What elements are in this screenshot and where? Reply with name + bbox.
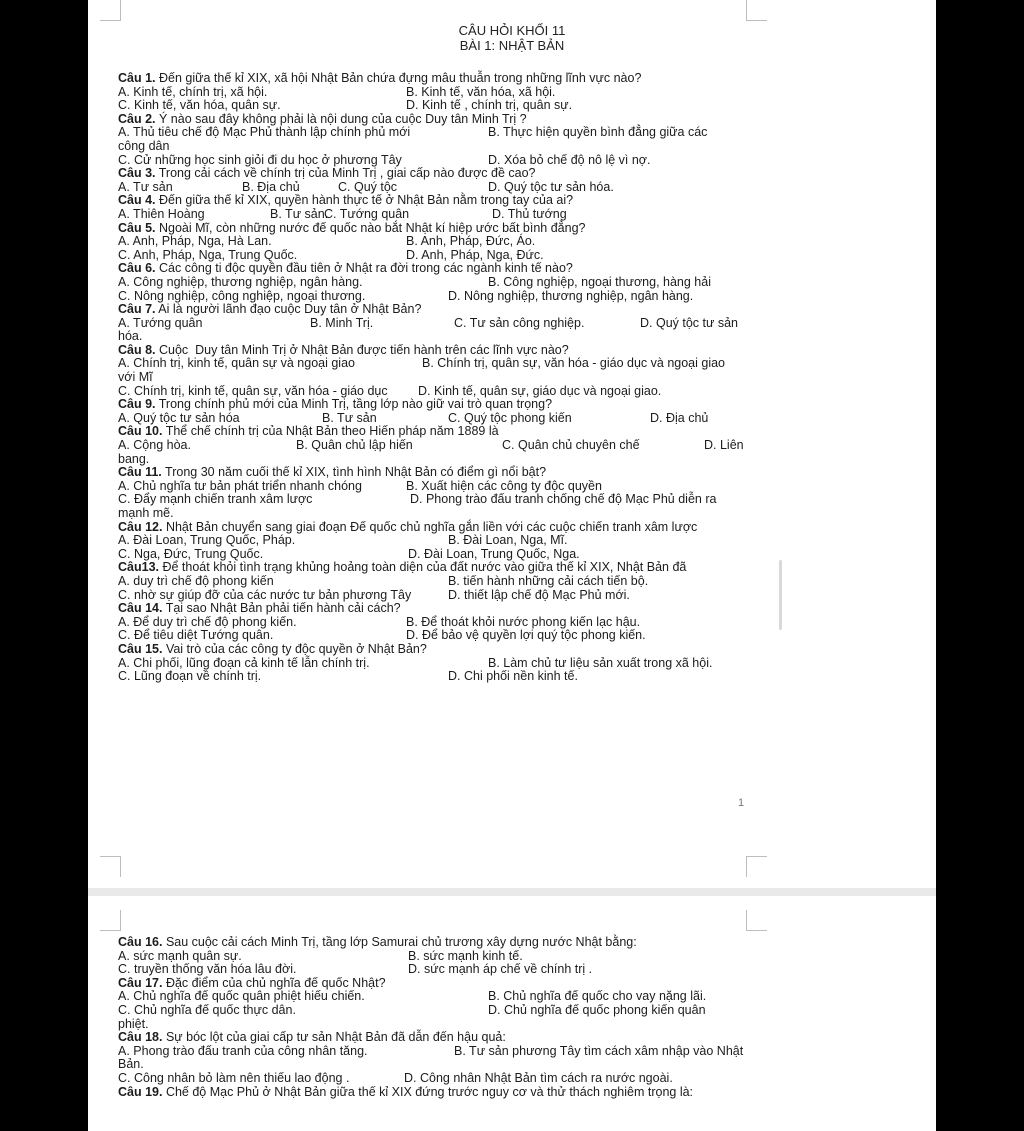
question-line — [118, 167, 748, 181]
question-text: Ai là người lãnh đạo cuộc Duy tân ở Nhật Bản? — [155, 302, 422, 317]
question-number: Câu 11. — [118, 465, 162, 480]
question-number: Câu 2. — [118, 111, 156, 126]
question-text: Sự bóc lột của giai cấp tư sản Nhật Bản đã dẫn đến hậu quả: — [162, 1030, 506, 1045]
answer-options-line — [118, 439, 748, 453]
answer-option: D. thiết lập chế độ Mạc Phủ mới. — [448, 587, 630, 602]
answer-option: C. Cử những học sinh giỏi đi du học ở phương Tây — [118, 152, 402, 167]
answer-option: B. Anh, Pháp, Đức, Áo. — [406, 234, 536, 249]
document-title: CÂU HỎI KHỐI 11 — [458, 23, 566, 38]
question-number: Câu 6. — [118, 261, 156, 276]
answer-options-line — [118, 657, 748, 671]
answer-option: B. Làm chủ tư liệu sản xuất trong xã hội. — [488, 655, 713, 670]
answer-option: D. Liên — [704, 438, 744, 453]
question-number: Câu 5. — [118, 220, 156, 235]
question-line — [118, 936, 748, 950]
answer-option: A. Chủ nghĩa tư bản phát triển nhanh chóng — [118, 478, 362, 493]
answer-option: B. Tư sản — [322, 410, 377, 425]
answer-option: A. Chủ nghĩa đế quốc quân phiệt hiếu chiến. — [118, 989, 365, 1004]
answer-option: A. Để duy trì chế độ phong kiến. — [118, 614, 297, 629]
answer-option: A. duy trì chế độ phong kiến — [118, 573, 274, 588]
answer-option: D. Chủ nghĩa đế quốc phong kiến quân — [488, 1002, 706, 1017]
question-text: Trong 30 năm cuối thế kỉ XIX, tình hình Nhật Bản có điểm gì nổi bật? — [161, 465, 547, 480]
answer-option: D. Đài Loan, Trung Quốc, Nga. — [408, 546, 580, 561]
answer-option: D. Nông nghiệp, thương nghiệp, ngân hàng. — [448, 288, 694, 303]
line-text: hóa. — [118, 329, 143, 344]
question-number: Câu 18. — [118, 1030, 163, 1045]
question-list — [118, 936, 748, 1099]
answer-options-line — [118, 154, 748, 168]
answer-option: D. sức mạnh áp chế về chính trị . — [408, 962, 593, 977]
answer-option: B. Tư sản phương Tây tìm cách xâm nhập vào Nhật — [454, 1043, 744, 1058]
answer-options-line — [118, 534, 748, 548]
answer-option: B. Chủ nghĩa đế quốc cho vay nặng lãi. — [488, 989, 707, 1004]
continuation-line — [118, 330, 748, 344]
answer-option: C. nhờ sự giúp đỡ của các nước tư bản phương Tây — [118, 587, 412, 602]
answer-option: A. Phong trào đấu tranh của công nhân tăng. — [118, 1043, 368, 1058]
answer-option: D. Quý tộc tư sản — [640, 315, 738, 330]
answer-option: D. Kinh tế , chính trị, quân sự. — [406, 98, 573, 113]
answer-options-line — [118, 317, 748, 331]
question-text: Đến giữa thế kỉ XIX, quyền hành thực tế ở Nhật Bản nằm trong tay của ai? — [155, 193, 574, 208]
answer-options-line — [118, 249, 748, 263]
answer-options-line — [118, 1072, 748, 1086]
answer-options-line — [118, 963, 748, 977]
answer-options-line — [118, 276, 748, 290]
answer-option: C. Kinh tế, văn hóa, quân sự. — [118, 98, 281, 113]
question-line — [118, 398, 748, 412]
answer-option: C. truyền thống văn hóa lâu đời. — [118, 962, 297, 977]
question-number: Câu 7. — [118, 302, 156, 317]
question-number: Câu 8. — [118, 342, 156, 357]
answer-option: A. Công nghiệp, thương nghiệp, ngân hàng. — [118, 274, 363, 289]
question-text: Tại sao Nhật Bản phải tiến hành cải cách? — [162, 601, 401, 616]
answer-option: D. Phong trào đấu tranh chống chế độ Mạc Phủ diễn ra — [410, 492, 717, 507]
answer-options-line — [118, 290, 748, 304]
answer-option: A. Anh, Pháp, Nga, Hà Lan. — [118, 234, 272, 249]
answer-option: C. Anh, Pháp, Nga, Trung Quốc. — [118, 247, 298, 262]
question-text: Nhật Bản chuyển sang giai đoạn Đế quốc chủ nghĩa gắn liền với các cuộc chiến tranh xâm lược — [162, 519, 698, 534]
answer-option: D. Thủ tướng — [492, 206, 567, 221]
answer-option: B. Địa chủ — [242, 179, 300, 194]
line-text: Bản. — [118, 1057, 144, 1072]
answer-option: B. Đài Loan, Nga, Mĩ. — [448, 533, 568, 548]
answer-option: A. Tư sản — [118, 179, 173, 194]
question-line — [118, 262, 748, 276]
question-number: Câu13. — [118, 560, 159, 575]
answer-option: B. Để thoát khỏi nước phong kiến lạc hậu. — [406, 614, 641, 629]
question-number: Câu 9. — [118, 397, 156, 412]
continuation-line — [118, 371, 748, 385]
answer-options-line — [118, 629, 748, 643]
question-number: Câu 16. — [118, 935, 163, 949]
document-page-2 — [88, 896, 936, 1131]
answer-option: A. Kinh tế, chính trị, xã hội. — [118, 84, 268, 99]
question-number: Câu 10. — [118, 424, 163, 439]
answer-options-line — [118, 1004, 748, 1018]
question-number: Câu 15. — [118, 641, 163, 656]
answer-options-line — [118, 385, 748, 399]
question-line — [118, 466, 748, 480]
answer-options-line — [118, 412, 748, 426]
answer-options-line — [118, 670, 748, 684]
answer-option: D. Xóa bỏ chế độ nô lệ vì nợ. — [488, 152, 651, 167]
question-number: Câu 1. — [118, 71, 156, 85]
document-subtitle: BÀI 1: NHẬT BẢN — [459, 38, 565, 53]
answer-options-line — [118, 1045, 748, 1059]
question-line — [118, 425, 748, 439]
answer-option: C. Đẩy mạnh chiến tranh xâm lược — [118, 492, 313, 507]
question-text: Đến giữa thế kỉ XIX, xã hội Nhật Bản chứa đựng mâu thuẫn trong những lĩnh vực nào? — [155, 71, 642, 85]
answer-option: D. Anh, Pháp, Nga, Đức. — [406, 247, 544, 262]
question-text: Sau cuộc cải cách Minh Trị, tầng lớp Samurai chủ trương xây dựng nước Nhật bằng: — [162, 935, 637, 949]
question-line — [118, 1031, 748, 1045]
question-text: Trong cải cách về chính trị của Minh Trị , giai cấp nào được đề cao? — [155, 166, 536, 181]
answer-option: A. Cộng hòa. — [118, 438, 191, 453]
answer-option: C. Quý tộc phong kiến — [448, 410, 572, 425]
answer-options-line — [118, 86, 748, 100]
question-text: Thể chế chính trị của Nhật Bản theo Hiến pháp năm 1889 là — [162, 424, 499, 439]
answer-option: A. Đài Loan, Trung Quốc, Pháp. — [118, 533, 296, 548]
question-line — [118, 521, 748, 535]
answer-options-line — [118, 950, 748, 964]
question-line — [118, 303, 748, 317]
answer-option: B. sức mạnh kinh tế. — [408, 948, 523, 963]
question-number: Câu 3. — [118, 166, 156, 181]
answer-options-line — [118, 99, 748, 113]
question-line — [118, 194, 748, 208]
question-number: Câu 17. — [118, 975, 163, 990]
answer-option: B. Minh Trị. — [310, 315, 374, 330]
answer-option: D. Kinh tế, quân sự, giáo dục và ngoại giao. — [418, 383, 662, 398]
answer-option: A. Chi phối, lũng đoạn cả kinh tế lẫn chính trị. — [118, 655, 370, 670]
answer-option: B. Quân chủ lập hiến — [296, 438, 413, 453]
question-line — [118, 643, 748, 657]
answer-options-line — [118, 357, 748, 371]
line-text: công dân — [118, 138, 170, 153]
answer-option: C. Chính trị, kinh tế, quân sự, văn hóa - giáo dục — [118, 383, 388, 398]
question-number: Câu 14. — [118, 601, 163, 616]
answer-option: A. Thiên Hoàng — [118, 206, 205, 221]
answer-option: A. Quý tộc tư sản hóa — [118, 410, 240, 425]
line-text: với Mĩ — [118, 370, 153, 385]
answer-option: B. Kinh tế, văn hóa, xã hội. — [406, 84, 556, 99]
continuation-line — [118, 1058, 748, 1072]
answer-option: A. sức mạnh quân sự. — [118, 948, 242, 963]
answer-options-line — [118, 575, 748, 589]
question-number: Câu 4. — [118, 193, 156, 208]
answer-option: D. Để bảo vệ quyền lợi quý tộc phong kiến. — [406, 628, 646, 643]
question-number: Câu 12. — [118, 519, 163, 534]
continuation-line — [118, 507, 748, 521]
question-text: Ý nào sau đây không phải là nội dung của cuộc Duy tân Minh Trị ? — [155, 111, 527, 126]
page-corner-mark — [100, 0, 121, 21]
answer-option: C. Chủ nghĩa đế quốc thực dân. — [118, 1002, 296, 1017]
line-text: mạnh mẽ. — [118, 506, 174, 520]
answer-option: C. Nông nghiệp, công nghiệp, ngoại thương. — [118, 288, 366, 303]
answer-option: C. Quân chủ chuyên chế — [502, 438, 640, 453]
answer-option: C. Công nhân bỏ làm nên thiếu lao động . — [118, 1070, 350, 1085]
answer-option: C. Để tiêu diệt Tướng quân. — [118, 628, 274, 643]
question-list — [118, 72, 748, 684]
page-corner-mark — [100, 910, 121, 931]
question-text: Ngoài Mĩ, còn những nước đế quốc nào bắt Nhật kí hiệp ước bất bình đẳng? — [155, 220, 586, 235]
question-number: Câu 19. — [118, 1084, 163, 1099]
question-text: Để thoát khỏi tình trạng khủng hoảng toàn diện của đất nước vào giữa thế kỉ XIX, Nhật Bản đã — [159, 560, 687, 575]
answer-options-line — [118, 208, 748, 222]
answer-option: B. Chính trị, quân sự, văn hóa - giáo dục và ngoại giao — [422, 356, 726, 371]
question-line — [118, 561, 748, 575]
page-corner-mark — [746, 856, 767, 877]
answer-options-line — [118, 126, 748, 140]
question-text: Vai trò của các công ty độc quyền ở Nhật Bản? — [162, 641, 427, 656]
answer-option: B. Công nghiệp, ngoại thương, hàng hải — [488, 274, 711, 289]
answer-option: B. Thực hiện quyền bình đẳng giữa các — [488, 125, 708, 140]
question-line — [118, 344, 748, 358]
answer-options-line — [118, 548, 748, 562]
answer-option: C. Quý tộc — [338, 179, 398, 194]
answer-option: B. Tư sản. — [270, 206, 329, 221]
line-text: phiệt. — [118, 1016, 149, 1031]
answer-option: A. Tướng quân — [118, 315, 203, 330]
answer-option: C. Tướng quân — [324, 206, 410, 221]
answer-options-line — [118, 235, 748, 249]
answer-options-line — [118, 990, 748, 1004]
line-text: bang. — [118, 451, 150, 466]
question-line — [118, 602, 748, 616]
page-corner-mark — [746, 0, 767, 21]
answer-option: B. Xuất hiện các công ty độc quyền — [406, 478, 602, 493]
answer-option: B. tiến hành những cải cách tiến bộ. — [448, 573, 649, 588]
answer-option: D. Chi phối nền kinh tế. — [448, 669, 578, 684]
question-line — [118, 977, 748, 991]
continuation-line — [118, 453, 748, 467]
answer-option: C. Tư sản công nghiệp. — [454, 315, 585, 330]
page-corner-mark — [100, 856, 121, 877]
question-line — [118, 72, 748, 86]
question-text: Đặc điểm của chủ nghĩa đế quốc Nhật? — [162, 975, 386, 990]
question-text: Cuộc Duy tân Minh Trị ở Nhật Bản được tiến hành trên các lĩnh vực nào? — [155, 342, 569, 357]
continuation-line — [118, 140, 748, 154]
answer-option: C. Lũng đoạn về chính trị. — [118, 669, 262, 684]
question-text: Chế độ Mạc Phủ ở Nhật Bản giữa thế kỉ XIX đứng trước nguy cơ và thử thách nghiêm trọng là: — [162, 1084, 694, 1099]
question-line — [118, 1086, 748, 1100]
page-separator — [88, 888, 936, 896]
answer-options-line — [118, 493, 748, 507]
page-number: 1 — [738, 797, 745, 809]
page-corner-mark — [746, 910, 767, 931]
answer-options-line — [118, 589, 748, 603]
question-text: Các công ti độc quyền đầu tiên ở Nhật ra đời trong các ngành kinh tế nào? — [155, 261, 573, 276]
answer-option: D. Địa chủ — [650, 410, 709, 425]
answer-options-line — [118, 616, 748, 630]
answer-option: D. Công nhân Nhật Bản tìm cách ra nước ngoài. — [404, 1070, 673, 1085]
document-page-1 — [88, 0, 936, 888]
question-text: Trong chính phủ mới của Minh Trị, tầng lớp nào giữ vai trò quan trọng? — [155, 397, 553, 412]
answer-option: A. Thủ tiêu chế độ Mạc Phủ thành lập chính phủ mới — [118, 125, 411, 140]
answer-option: C. Nga, Đức, Trung Quốc. — [118, 546, 264, 561]
answer-option: A. Chính trị, kinh tế, quân sự và ngoại giao — [118, 356, 355, 371]
scrollbar-thumb[interactable] — [779, 560, 782, 630]
answer-option: D. Quý tộc tư sản hóa. — [488, 179, 614, 194]
